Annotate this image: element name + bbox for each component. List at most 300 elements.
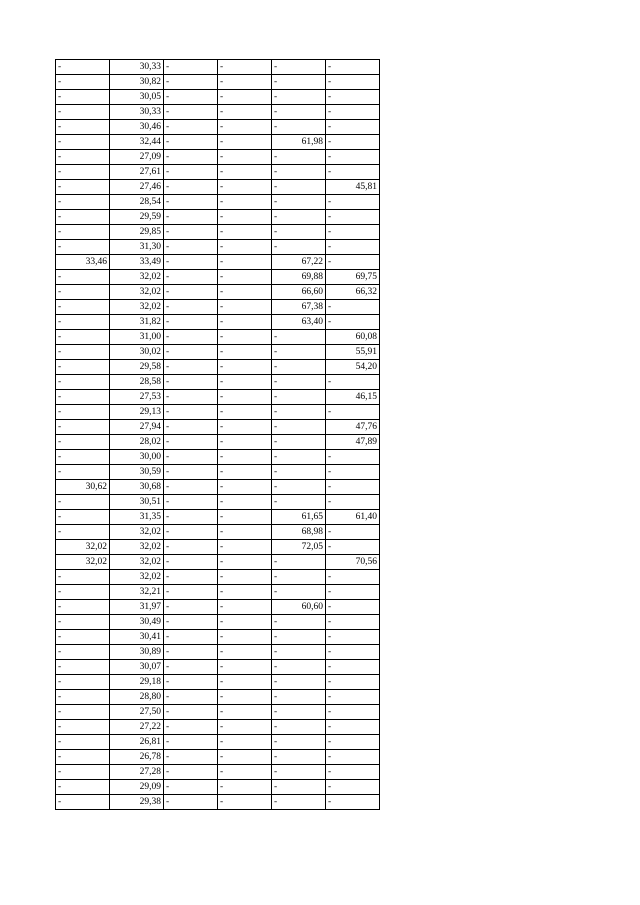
table-cell: - xyxy=(56,780,110,795)
table-row xyxy=(56,330,380,345)
table-row xyxy=(56,360,380,375)
table-cell: - xyxy=(272,435,326,450)
table-cell: 29,59 xyxy=(110,210,164,225)
table-cell: 66,60 xyxy=(272,285,326,300)
table-cell: - xyxy=(272,165,326,180)
table-cell: - xyxy=(326,165,380,180)
table-row xyxy=(56,270,380,285)
table-cell: 29,13 xyxy=(110,405,164,420)
table-cell: - xyxy=(326,660,380,675)
table-cell: 30,89 xyxy=(110,645,164,660)
table-cell: - xyxy=(326,645,380,660)
table-cell: 29,18 xyxy=(110,675,164,690)
table-cell: - xyxy=(326,315,380,330)
table-cell: - xyxy=(326,300,380,315)
table-cell: - xyxy=(164,465,218,480)
table-cell: - xyxy=(56,525,110,540)
table-row xyxy=(56,375,380,390)
table-cell: 31,35 xyxy=(110,510,164,525)
table-cell: 30,49 xyxy=(110,615,164,630)
table-cell: 27,61 xyxy=(110,165,164,180)
table-row xyxy=(56,300,380,315)
table-cell: - xyxy=(164,765,218,780)
table-cell: - xyxy=(272,720,326,735)
table-row xyxy=(56,675,380,690)
table-cell: 30,02 xyxy=(110,345,164,360)
table-cell: - xyxy=(218,180,272,195)
table-cell: - xyxy=(272,450,326,465)
table-cell: - xyxy=(218,120,272,135)
table-cell: 45,81 xyxy=(326,180,380,195)
table-cell: - xyxy=(56,570,110,585)
table-cell: - xyxy=(272,660,326,675)
table-cell: - xyxy=(218,165,272,180)
table-cell: - xyxy=(218,480,272,495)
table-cell: - xyxy=(56,195,110,210)
table-cell: - xyxy=(164,645,218,660)
table-cell: 30,05 xyxy=(110,90,164,105)
table-cell: - xyxy=(164,135,218,150)
table-cell: - xyxy=(218,315,272,330)
table-row xyxy=(56,765,380,780)
table-row xyxy=(56,465,380,480)
table-cell: - xyxy=(56,285,110,300)
table-cell: 32,02 xyxy=(56,540,110,555)
table-cell: 30,51 xyxy=(110,495,164,510)
table-cell: 69,88 xyxy=(272,270,326,285)
table-row xyxy=(56,705,380,720)
table-cell: - xyxy=(56,180,110,195)
table-cell: - xyxy=(326,585,380,600)
table-cell: 30,62 xyxy=(56,480,110,495)
table-cell: - xyxy=(164,780,218,795)
table-cell: - xyxy=(272,675,326,690)
table-row xyxy=(56,225,380,240)
table-cell: - xyxy=(218,705,272,720)
table-cell: - xyxy=(218,300,272,315)
table-cell: - xyxy=(56,135,110,150)
table-cell: - xyxy=(326,465,380,480)
table-cell: - xyxy=(164,75,218,90)
table-cell: - xyxy=(218,510,272,525)
table-cell: - xyxy=(218,240,272,255)
table-cell: - xyxy=(272,210,326,225)
table-cell: 33,46 xyxy=(56,255,110,270)
table-row xyxy=(56,135,380,150)
table-cell: - xyxy=(56,675,110,690)
table-cell: - xyxy=(326,405,380,420)
table-cell: 32,44 xyxy=(110,135,164,150)
table-cell: 30,46 xyxy=(110,120,164,135)
table-row xyxy=(56,180,380,195)
table-body xyxy=(56,60,380,810)
table-cell: 27,94 xyxy=(110,420,164,435)
table-cell: - xyxy=(272,795,326,810)
table-cell: - xyxy=(272,105,326,120)
table-cell: - xyxy=(326,150,380,165)
table-cell: 32,02 xyxy=(110,570,164,585)
table-cell: - xyxy=(218,150,272,165)
table-cell: - xyxy=(326,600,380,615)
table-cell: - xyxy=(164,255,218,270)
table-cell: - xyxy=(164,720,218,735)
table-cell: - xyxy=(164,345,218,360)
table-row xyxy=(56,510,380,525)
table-row xyxy=(56,780,380,795)
table-cell: - xyxy=(218,285,272,300)
table-cell: - xyxy=(326,615,380,630)
table-cell: - xyxy=(272,375,326,390)
table-cell: - xyxy=(56,375,110,390)
table-cell: - xyxy=(56,300,110,315)
table-cell: 68,98 xyxy=(272,525,326,540)
table-cell: 61,65 xyxy=(272,510,326,525)
table-cell: - xyxy=(272,570,326,585)
table-row xyxy=(56,735,380,750)
table-cell: - xyxy=(56,330,110,345)
table-row xyxy=(56,585,380,600)
table-cell: - xyxy=(164,180,218,195)
table-cell: - xyxy=(326,195,380,210)
table-cell: - xyxy=(164,300,218,315)
table-cell: - xyxy=(164,330,218,345)
table-cell: - xyxy=(164,60,218,75)
table-row xyxy=(56,285,380,300)
table-cell: - xyxy=(164,165,218,180)
table-cell: - xyxy=(218,360,272,375)
table-cell: - xyxy=(272,420,326,435)
table-cell: - xyxy=(218,600,272,615)
table-cell: - xyxy=(164,405,218,420)
table-cell: 31,97 xyxy=(110,600,164,615)
table-cell: - xyxy=(326,780,380,795)
table-cell: - xyxy=(326,90,380,105)
table-row xyxy=(56,105,380,120)
table-row xyxy=(56,600,380,615)
table-cell: 67,22 xyxy=(272,255,326,270)
table-cell: 60,08 xyxy=(326,330,380,345)
table-cell: - xyxy=(164,585,218,600)
table-cell: - xyxy=(218,735,272,750)
table-cell: - xyxy=(56,240,110,255)
table-cell: - xyxy=(326,225,380,240)
table-cell: - xyxy=(272,345,326,360)
table-cell: - xyxy=(218,345,272,360)
table-row xyxy=(56,405,380,420)
table-cell: 32,02 xyxy=(56,555,110,570)
table-row xyxy=(56,645,380,660)
table-cell: 30,59 xyxy=(110,465,164,480)
table-cell: - xyxy=(56,705,110,720)
table-cell: - xyxy=(218,570,272,585)
table-cell: 67,38 xyxy=(272,300,326,315)
table-cell: 30,00 xyxy=(110,450,164,465)
table-cell: - xyxy=(218,630,272,645)
table-cell: 29,58 xyxy=(110,360,164,375)
table-cell: - xyxy=(218,495,272,510)
table-cell: - xyxy=(164,600,218,615)
table-cell: - xyxy=(218,780,272,795)
table-cell: 54,20 xyxy=(326,360,380,375)
table-cell: - xyxy=(218,90,272,105)
table-row xyxy=(56,195,380,210)
table-cell: - xyxy=(164,555,218,570)
table-cell: 26,81 xyxy=(110,735,164,750)
table-cell: 30,68 xyxy=(110,480,164,495)
table-cell: - xyxy=(56,660,110,675)
table-cell: - xyxy=(164,210,218,225)
table-cell: - xyxy=(326,120,380,135)
table-cell: 28,02 xyxy=(110,435,164,450)
table-cell: - xyxy=(326,570,380,585)
table-cell: - xyxy=(56,735,110,750)
table-cell: - xyxy=(218,420,272,435)
table-row xyxy=(56,75,380,90)
table-row xyxy=(56,795,380,810)
table-cell: - xyxy=(326,105,380,120)
table-cell: - xyxy=(164,315,218,330)
table-cell: - xyxy=(164,195,218,210)
table-cell: - xyxy=(272,735,326,750)
table-row xyxy=(56,240,380,255)
table-cell: 30,33 xyxy=(110,60,164,75)
table-cell: - xyxy=(272,150,326,165)
table-cell: - xyxy=(218,795,272,810)
table-cell: 30,07 xyxy=(110,660,164,675)
table-cell: - xyxy=(272,690,326,705)
table-cell: - xyxy=(164,360,218,375)
table-cell: - xyxy=(272,60,326,75)
table-cell: - xyxy=(56,225,110,240)
table-cell: - xyxy=(326,480,380,495)
table-cell: - xyxy=(218,390,272,405)
table-cell: - xyxy=(56,210,110,225)
table-cell: 33,49 xyxy=(110,255,164,270)
table-cell: 28,54 xyxy=(110,195,164,210)
table-cell: 27,53 xyxy=(110,390,164,405)
table-cell: - xyxy=(56,495,110,510)
table-cell: - xyxy=(326,750,380,765)
table-cell: - xyxy=(218,135,272,150)
table-cell: 72,05 xyxy=(272,540,326,555)
table-cell: - xyxy=(164,225,218,240)
table-row xyxy=(56,420,380,435)
table-cell: 27,50 xyxy=(110,705,164,720)
table-cell: 32,02 xyxy=(110,270,164,285)
table-row xyxy=(56,210,380,225)
table-row xyxy=(56,555,380,570)
table-cell: - xyxy=(272,705,326,720)
table-cell: - xyxy=(218,690,272,705)
table-cell: - xyxy=(164,375,218,390)
table-cell: 31,30 xyxy=(110,240,164,255)
table-cell: 28,80 xyxy=(110,690,164,705)
table-cell: - xyxy=(56,120,110,135)
table-cell: - xyxy=(56,315,110,330)
table-cell: - xyxy=(56,600,110,615)
table-row xyxy=(56,345,380,360)
table-cell: - xyxy=(326,720,380,735)
table-cell: - xyxy=(56,75,110,90)
table-cell: - xyxy=(326,690,380,705)
table-cell: 27,28 xyxy=(110,765,164,780)
table-cell: 29,09 xyxy=(110,780,164,795)
table-cell: - xyxy=(164,480,218,495)
table-cell: 32,21 xyxy=(110,585,164,600)
table-cell: - xyxy=(218,270,272,285)
table-cell: - xyxy=(218,75,272,90)
table-cell: - xyxy=(56,105,110,120)
table-cell: - xyxy=(326,675,380,690)
table-cell: 66,32 xyxy=(326,285,380,300)
table-row xyxy=(56,720,380,735)
table-cell: - xyxy=(56,435,110,450)
table-row xyxy=(56,255,380,270)
table-cell: - xyxy=(56,420,110,435)
table-cell: 32,02 xyxy=(110,285,164,300)
table-cell: - xyxy=(326,255,380,270)
table-row xyxy=(56,450,380,465)
table-cell: 70,56 xyxy=(326,555,380,570)
table-cell: 32,02 xyxy=(110,300,164,315)
table-cell: - xyxy=(272,495,326,510)
table-cell: 30,33 xyxy=(110,105,164,120)
table-cell: - xyxy=(272,390,326,405)
table-cell: - xyxy=(218,750,272,765)
table-cell: 27,46 xyxy=(110,180,164,195)
table-cell: - xyxy=(218,660,272,675)
table-row xyxy=(56,660,380,675)
table-cell: - xyxy=(326,495,380,510)
table-cell: 61,98 xyxy=(272,135,326,150)
table-cell: 27,09 xyxy=(110,150,164,165)
table-row xyxy=(56,165,380,180)
table-cell: - xyxy=(272,405,326,420)
table-cell: - xyxy=(272,585,326,600)
table-cell: - xyxy=(56,585,110,600)
table-row xyxy=(56,435,380,450)
table-cell: - xyxy=(164,630,218,645)
table-cell: - xyxy=(164,420,218,435)
table-cell: - xyxy=(218,525,272,540)
table-cell: - xyxy=(326,735,380,750)
table-cell: - xyxy=(218,105,272,120)
table-row xyxy=(56,120,380,135)
table-cell: - xyxy=(164,435,218,450)
table-cell: - xyxy=(164,540,218,555)
table-cell: - xyxy=(272,555,326,570)
table-row xyxy=(56,540,380,555)
table-row xyxy=(56,750,380,765)
table-row xyxy=(56,315,380,330)
table-cell: - xyxy=(164,240,218,255)
table-cell: 47,89 xyxy=(326,435,380,450)
table-cell: - xyxy=(164,525,218,540)
table-cell: 29,38 xyxy=(110,795,164,810)
table-cell: 30,82 xyxy=(110,75,164,90)
table-row xyxy=(56,630,380,645)
table-cell: - xyxy=(218,720,272,735)
table-row xyxy=(56,495,380,510)
table-cell: 29,85 xyxy=(110,225,164,240)
table-row xyxy=(56,90,380,105)
table-cell: - xyxy=(326,210,380,225)
table-cell: - xyxy=(56,720,110,735)
table-cell: - xyxy=(56,645,110,660)
table-cell: 26,78 xyxy=(110,750,164,765)
table-row xyxy=(56,570,380,585)
table-cell: - xyxy=(56,510,110,525)
table-cell: - xyxy=(218,330,272,345)
table-cell: - xyxy=(56,450,110,465)
table-cell: - xyxy=(56,630,110,645)
table-cell: - xyxy=(164,270,218,285)
table-cell: 47,76 xyxy=(326,420,380,435)
table-cell: - xyxy=(164,690,218,705)
table-row xyxy=(56,690,380,705)
table-cell: - xyxy=(272,645,326,660)
table-cell: 63,40 xyxy=(272,315,326,330)
table-cell: - xyxy=(164,510,218,525)
table-cell: 32,02 xyxy=(110,555,164,570)
table-cell: - xyxy=(326,765,380,780)
table-cell: - xyxy=(164,705,218,720)
table-cell: 32,02 xyxy=(110,525,164,540)
table-cell: - xyxy=(56,405,110,420)
table-cell: 55,91 xyxy=(326,345,380,360)
table-cell: - xyxy=(218,585,272,600)
table-cell: - xyxy=(272,330,326,345)
table-cell: - xyxy=(326,375,380,390)
table-row xyxy=(56,390,380,405)
table-cell: - xyxy=(56,750,110,765)
table-cell: - xyxy=(164,675,218,690)
table-cell: - xyxy=(164,390,218,405)
table-cell: - xyxy=(164,120,218,135)
table-cell: - xyxy=(164,285,218,300)
table-cell: - xyxy=(218,465,272,480)
table-row xyxy=(56,525,380,540)
table-cell: - xyxy=(272,240,326,255)
table-cell: - xyxy=(218,405,272,420)
table-cell: - xyxy=(272,195,326,210)
table-row xyxy=(56,60,380,75)
table-cell: - xyxy=(218,225,272,240)
table-cell: - xyxy=(164,105,218,120)
table-cell: 60,60 xyxy=(272,600,326,615)
data-table xyxy=(55,59,380,810)
table-cell: - xyxy=(326,60,380,75)
table-cell: - xyxy=(218,255,272,270)
table-cell: 27,22 xyxy=(110,720,164,735)
table-cell: - xyxy=(218,615,272,630)
table-cell: - xyxy=(326,540,380,555)
table-cell: - xyxy=(326,450,380,465)
table-cell: - xyxy=(272,750,326,765)
table-cell: 32,02 xyxy=(110,540,164,555)
table-cell: - xyxy=(218,645,272,660)
table-cell: - xyxy=(218,195,272,210)
table-cell: - xyxy=(56,390,110,405)
table-cell: - xyxy=(272,120,326,135)
table-cell: - xyxy=(164,495,218,510)
table-cell: 31,82 xyxy=(110,315,164,330)
table-cell: - xyxy=(56,690,110,705)
table-cell: - xyxy=(272,780,326,795)
table-cell: - xyxy=(164,795,218,810)
table-cell: - xyxy=(272,630,326,645)
table-cell: - xyxy=(56,465,110,480)
